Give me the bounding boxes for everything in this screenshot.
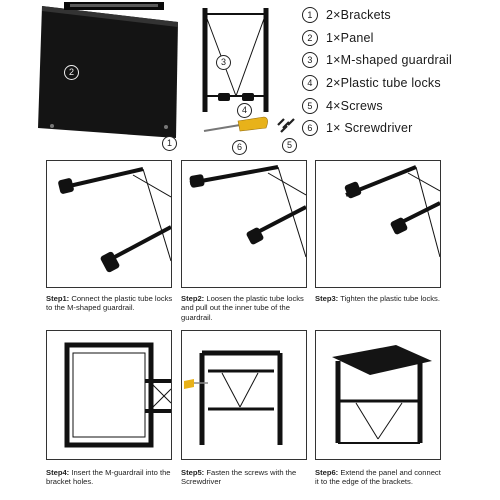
screwdriver-drawing [204, 117, 268, 131]
step2-caption [181, 294, 311, 322]
callout-panel: 2 [64, 65, 79, 80]
step4-caption [46, 468, 174, 487]
panel-drawing [38, 2, 178, 138]
step3-caption [315, 294, 443, 303]
step6-image [315, 330, 441, 460]
step2-text: Loosen the plastic tube locks and pull out the inner tube of the guardrail. [181, 294, 304, 322]
step6-label: Step6: [315, 468, 339, 477]
step1-drawing [47, 161, 171, 287]
step3-drawing [316, 161, 440, 287]
part-item [302, 72, 498, 95]
part-number: 6 [302, 120, 318, 136]
parts-drawing [0, 0, 300, 160]
step1-label: Step1: [46, 294, 70, 303]
part-number: 3 [302, 52, 318, 68]
step2-drawing [182, 161, 306, 287]
step4-drawing [47, 331, 171, 459]
callout-screwdriver: 6 [232, 140, 247, 155]
callout-tube-locks: 4 [237, 103, 252, 118]
step5-label: Step5: [181, 468, 205, 477]
step1-text: Connect the plastic tube locks to the M-shaped guardrail. [46, 294, 173, 313]
parts-list [302, 4, 498, 140]
callout-bracket: 1 [162, 136, 177, 151]
step2-label: Step2: [181, 294, 205, 303]
step3-label: Step3: [315, 294, 339, 303]
guardrail-drawing [205, 8, 266, 112]
step2-image [181, 160, 307, 288]
step3-text: Tighten the plastic tube locks. [340, 294, 440, 303]
part-item [302, 4, 498, 27]
part-label: 1×M-shaped guardrail [326, 53, 452, 68]
step6-text: Extend the panel and connect it to the edge of the brackets. [315, 468, 441, 487]
callout-screws: 5 [282, 138, 297, 153]
part-item [302, 94, 498, 117]
step3-image [315, 160, 441, 288]
part-item [302, 117, 498, 140]
part-label: 2×Brackets [326, 8, 391, 23]
step5-caption [181, 468, 311, 487]
step5-image [181, 330, 307, 460]
step4-text: Insert the M-guardrail into the bracket holes. [46, 468, 171, 487]
step6-drawing [316, 331, 440, 459]
part-label: 1× Screwdriver [326, 121, 413, 136]
step1-caption [46, 294, 174, 313]
part-item [302, 27, 498, 50]
step6-caption [315, 468, 445, 487]
step5-drawing [182, 331, 306, 459]
screws-drawing [278, 119, 294, 132]
step5-text: Fasten the screws with the Screwdriver [181, 468, 297, 487]
step1-image [46, 160, 172, 288]
step4-image [46, 330, 172, 460]
part-label: 4×Screws [326, 98, 383, 113]
callout-guardrail: 3 [216, 55, 231, 70]
part-number: 1 [302, 7, 318, 23]
step4-label: Step4: [46, 468, 70, 477]
parts-illustration [0, 0, 300, 160]
part-label: 2×Plastic tube locks [326, 76, 441, 91]
part-number: 2 [302, 30, 318, 46]
part-number: 5 [302, 98, 318, 114]
part-item [302, 49, 498, 72]
part-number: 4 [302, 75, 318, 91]
part-label: 1×Panel [326, 30, 374, 45]
